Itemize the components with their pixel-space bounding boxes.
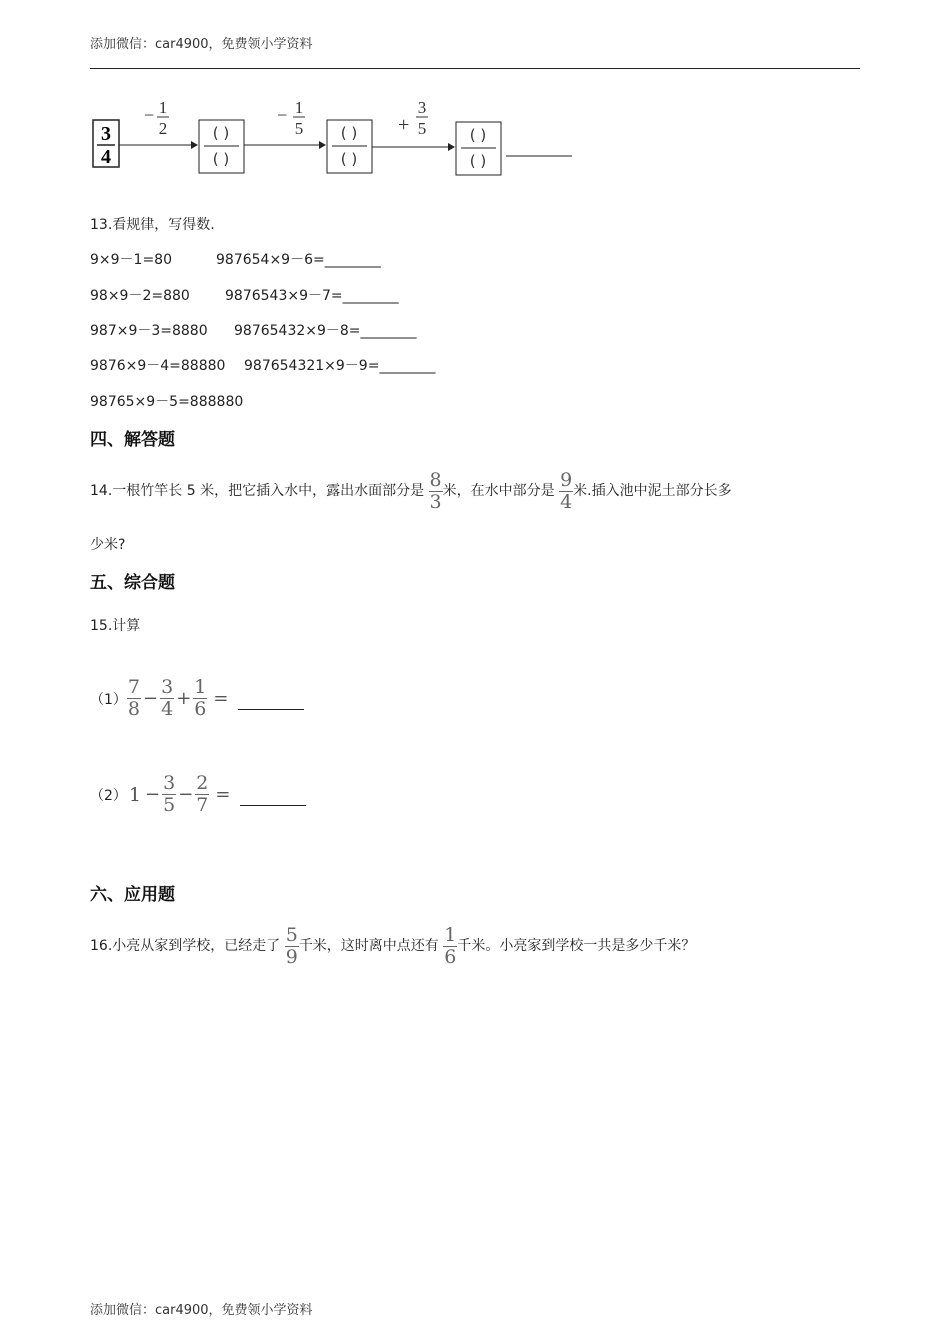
q13-left-4: 9876×9－4=88880 — [90, 358, 226, 374]
q14-line-2: 少米? — [90, 537, 126, 553]
page-header: 添加微信：car4900，免费领小学资料 — [90, 37, 313, 52]
q15-1-frac-2 — [160, 678, 174, 719]
chain-box-1-top: ( ) — [212, 124, 230, 142]
chain-start-numerator: 3 — [101, 123, 111, 145]
q15-title: 15.计算 — [90, 618, 141, 634]
q16-fraction-1 — [285, 923, 299, 968]
q13-right-4: 987654321×9－9=________ — [244, 358, 436, 374]
header-rule — [90, 68, 860, 69]
q16-text-3: 千米。小亮家到学校一共是多少千米？ — [457, 938, 696, 954]
q15-1-frac-3 — [193, 678, 207, 719]
q14-fraction-2 — [559, 468, 573, 513]
q16-text-2: 千米，这时离中点还有 — [298, 938, 439, 954]
q15-2-f1-den: 5 — [163, 794, 176, 816]
q15-item-1 — [90, 678, 304, 719]
chain-arrowhead-2 — [319, 141, 326, 149]
chain-arrowhead-3 — [448, 143, 455, 151]
q16-frac1-num: 5 — [285, 923, 298, 946]
q15-2-op-1: − — [145, 784, 161, 805]
q14-text-2: 米，在水中部分是 — [442, 483, 555, 499]
q15-item-2-label: （2） — [90, 787, 127, 804]
section-5-title: 五、综合题 — [90, 573, 175, 593]
q15-2-f2-den: 7 — [196, 794, 209, 816]
chain-step-1-denominator: 2 — [158, 119, 168, 138]
chain-step-2-denominator: 5 — [294, 119, 304, 138]
q14-frac1-num: 8 — [429, 468, 442, 491]
fraction-chain-diagram — [88, 95, 588, 180]
chain-step-3-numerator: 3 — [417, 98, 427, 117]
q15-2-frac-1 — [162, 774, 176, 815]
q15-2-frac-2 — [195, 774, 209, 815]
q15-2-f1-num: 3 — [163, 772, 176, 794]
chain-step-2-numerator: 1 — [294, 98, 304, 117]
q16-frac2-den: 6 — [444, 945, 457, 968]
q14-frac2-den: 4 — [560, 490, 573, 513]
q15-1-f2-den: 4 — [161, 698, 174, 720]
page-footer: 添加微信：car4900，免费领小学资料 — [90, 1303, 313, 1318]
q15-2-whole: 1 — [128, 783, 142, 806]
q15-1-op-1: − — [143, 688, 159, 709]
q15-item-1-label: （1） — [90, 691, 127, 708]
q13-left-1: 9×9－1=80 — [90, 252, 172, 268]
q15-item-2 — [90, 774, 306, 815]
section-6-title: 六、应用题 — [90, 885, 175, 905]
q15-1-op-2: + — [176, 688, 192, 709]
q15-1-equals: = — [213, 688, 229, 709]
chain-arrowhead-1 — [191, 141, 198, 149]
q15-1-frac-1 — [127, 678, 141, 719]
q15-2-answer-blank[interactable] — [240, 805, 306, 806]
chain-step-1-sign: − — [144, 105, 155, 125]
q15-1-f1-num: 7 — [127, 676, 141, 698]
chain-start-denominator: 4 — [101, 146, 111, 168]
chain-step-1-numerator: 1 — [158, 98, 168, 117]
q13-right-3: 98765432×9－8=________ — [234, 323, 417, 339]
q13-left-5: 98765×9－5=888880 — [90, 394, 244, 410]
q15-1-f1-den: 8 — [127, 698, 141, 720]
q14-fraction-1 — [429, 468, 443, 513]
q15-2-op-2: − — [178, 784, 194, 805]
q14-text-3: 米.插入池中泥土部分长多 — [573, 483, 732, 499]
q14-line-1 — [90, 463, 732, 519]
q13-title: 13.看规律，写得数. — [90, 217, 215, 233]
chain-box-2-bottom: ( ) — [340, 150, 358, 168]
section-4-title: 四、解答题 — [90, 430, 175, 450]
q15-1-f2-num: 3 — [161, 676, 174, 698]
q13-left-2: 98×9－2=880 — [90, 288, 190, 304]
q13-right-1: 987654×9－6=________ — [216, 252, 381, 268]
q15-2-f2-num: 2 — [196, 772, 209, 794]
q15-1-f3-num: 1 — [194, 676, 207, 698]
q14-frac1-den: 3 — [429, 490, 442, 513]
chain-box-3-top: ( ) — [469, 126, 487, 144]
chain-box-2-top: ( ) — [340, 124, 358, 142]
q13-right-2: 9876543×9－7=________ — [225, 288, 399, 304]
chain-step-2-sign: − — [277, 105, 288, 125]
q16-frac2-num: 1 — [444, 923, 457, 946]
chain-box-1-bottom: ( ) — [212, 150, 230, 168]
q15-1-answer-blank[interactable] — [238, 709, 304, 710]
q16-text-1: 16.小亮从家到学校，已经走了 — [90, 938, 281, 954]
q14-frac2-num: 9 — [560, 468, 573, 491]
q15-1-f3-den: 6 — [194, 698, 207, 720]
chain-box-3-bottom: ( ) — [469, 152, 487, 170]
q14-text-1: 14.一根竹竿长 5 米，把它插入水中，露出水面部分是 — [90, 483, 425, 499]
q16-fraction-2 — [443, 923, 457, 968]
chain-step-3-denominator: 5 — [417, 119, 427, 138]
q15-2-equals: = — [215, 784, 231, 805]
chain-step-3-sign: + — [398, 114, 410, 136]
q13-left-3: 987×9－3=8880 — [90, 323, 208, 339]
q16-line — [90, 917, 695, 975]
q16-frac1-den: 9 — [285, 945, 298, 968]
